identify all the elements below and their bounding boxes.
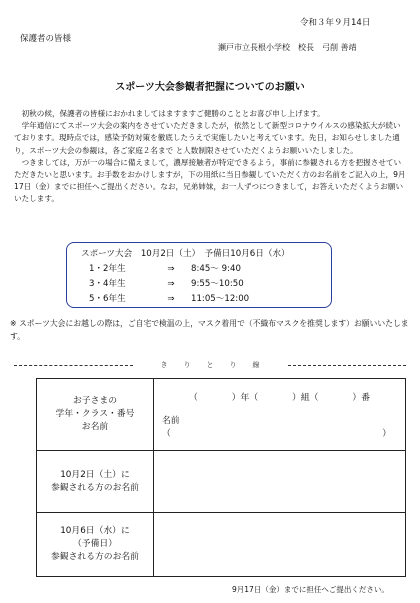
- schedule-heading: スポーツ大会 10月2日（土） 予備日10月6日（水）: [81, 249, 290, 259]
- class-blank: ）組（: [292, 393, 319, 403]
- form-row-oct6: [37, 513, 406, 577]
- submission-deadline: 9月17日（金）までに担任へご提出ください。: [232, 585, 389, 594]
- label-line: 学年・クラス・番号: [55, 409, 135, 419]
- schedule-grade: 3・4年生: [89, 279, 126, 289]
- schedule-row: [81, 292, 331, 307]
- label-line: 10月6日（水）に: [60, 526, 130, 536]
- label-line: 参観される方のお名前: [51, 482, 139, 493]
- oct2-attendee-field[interactable]: [154, 451, 406, 513]
- recipient: 保護者の皆様: [20, 34, 72, 44]
- cut-line-dash: [14, 365, 133, 366]
- body-text: [14, 108, 406, 206]
- name-label: 名前: [162, 416, 180, 426]
- form-row-oct2: [37, 451, 406, 513]
- mask-note: ※ スポーツ大会にお越しの際は，ご自宅で検温の上，マスク着用で（不織布マスクを推奨します）お願いいたします。: [10, 319, 409, 341]
- label-line: お子さまの: [73, 396, 117, 406]
- document-title: スポーツ大会参観者把握についてのお願い: [115, 82, 305, 93]
- grade-blank: ）年（: [231, 393, 259, 403]
- schedule-grade: 5・6年生: [89, 294, 126, 304]
- arrow-icon: ⇒: [167, 294, 175, 304]
- name-blank: [162, 426, 397, 439]
- schedule-row: [81, 277, 331, 292]
- paragraph-request: つきましては，万が一の場合に備えまして，濃厚接触者が特定できるよう，事前に参観される方を把握させていただきたいと思います。お手数をおかけしますが，下の用紙に当日参観していただく方のお名前をご記入の上，9月17日（金）までに担任へご提出ください。なお，兄弟姉妹，お一人ずつにつきまして，お答えいただくようお願いいたします。: [14, 157, 406, 204]
- child-info-field[interactable]: [154, 379, 406, 451]
- document-date: 令和３年９月14日: [300, 18, 371, 28]
- arrow-icon: ⇒: [167, 264, 175, 274]
- schedule-box: [66, 242, 332, 308]
- paren-open: （: [162, 429, 171, 439]
- label-line: 参観される方のお名前: [51, 552, 139, 562]
- cut-line: [14, 360, 406, 370]
- paragraph-greeting: 初秋の候，保護者の皆様におかれましてはますますご健勝のこととお喜び申し上げます。: [21, 109, 325, 118]
- paragraph-context: 学年通信にてスポーツ大会の案内をさせていただきましたが，依然として新型コロナウイルスの感染拡大が続いております。現時点では，感染予防対策を徹底したうえで実施したいと考えています。先日，お知らせしました通り，スポーツ大会の参観は，各ご家庭２名まで と人数制限させていただくようお願いいたしました。: [14, 121, 401, 155]
- sender: 瀬戸市立長根小学校 校長 弓削 善靖: [218, 43, 357, 52]
- schedule-time: 8:45～ 9:40: [191, 264, 241, 274]
- label-line: お名前: [81, 422, 109, 432]
- grade-class-number-line: [162, 390, 397, 403]
- label-line: 10月2日（土）に: [60, 469, 130, 480]
- label-line: （予備日）: [73, 539, 117, 549]
- child-info-label: [37, 379, 154, 451]
- oct6-attendee-field[interactable]: [154, 513, 406, 577]
- submission-form: [36, 378, 406, 577]
- number-blank: ）番: [352, 393, 371, 403]
- paren-open: （: [188, 393, 198, 403]
- form-row-child: [37, 379, 406, 451]
- paren-close: ）: [382, 429, 391, 439]
- cut-line-label: きりとり線: [160, 361, 276, 369]
- oct6-attendee-label: [37, 513, 154, 577]
- schedule-row: [81, 262, 331, 277]
- schedule-time: 9:55～10:50: [191, 279, 244, 289]
- arrow-icon: ⇒: [167, 279, 175, 289]
- schedule-grade: 1・2年生: [89, 264, 126, 274]
- schedule-time: 11:05～12:00: [191, 294, 250, 304]
- oct2-attendee-label: [37, 451, 154, 513]
- cut-line-dash: [288, 365, 407, 366]
